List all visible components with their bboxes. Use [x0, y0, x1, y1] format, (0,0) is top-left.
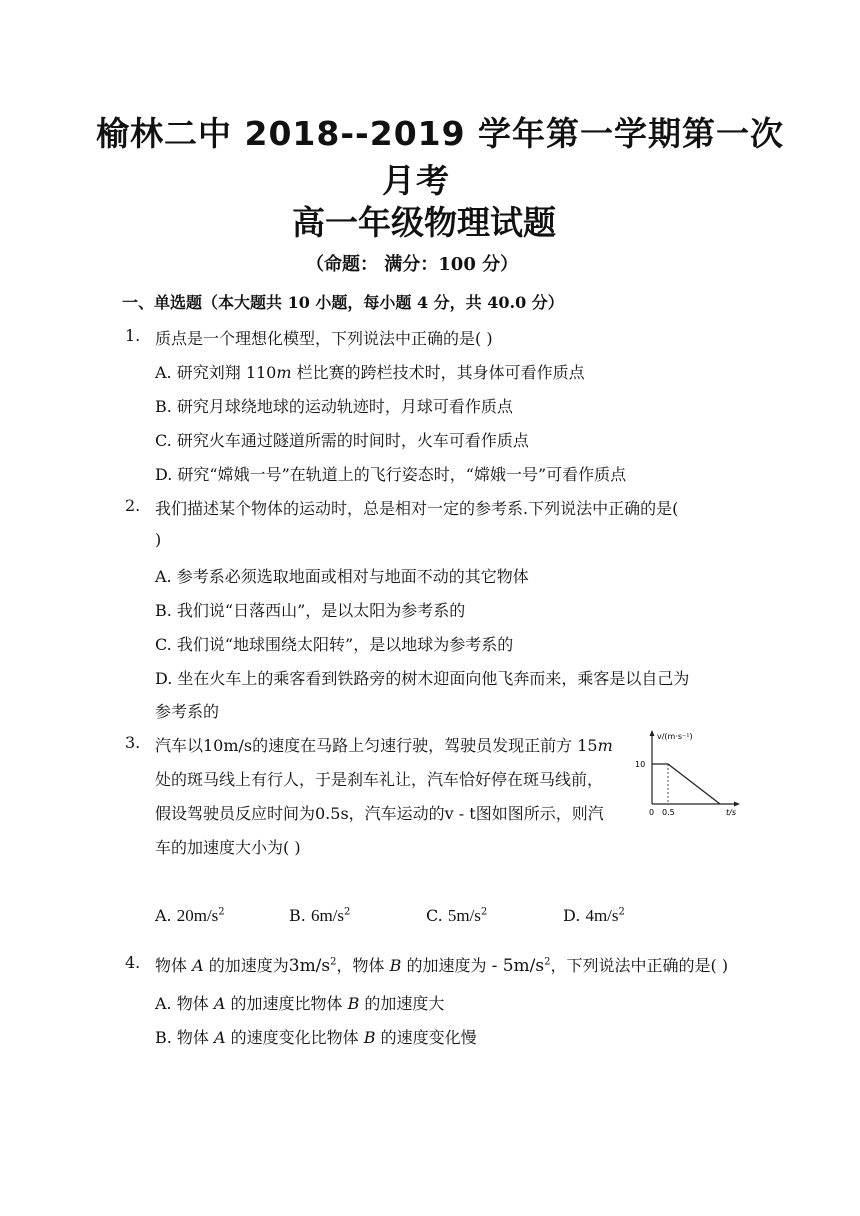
option-a: A. 物体 A 的加速度比物体 B 的加速度大	[155, 994, 445, 1013]
option-c: C. 我们说“地球围绕太阳转”，是以地球为参考系的	[155, 635, 514, 654]
y-tick-label: 10	[635, 760, 646, 769]
option-d: D. $4m/s^2$	[563, 906, 625, 925]
option-b: B. $6m/s^2$	[289, 906, 351, 925]
vt-graph	[632, 726, 742, 818]
question-stem-cont: 假设驾驶员反应时间为0.5s，汽车运动的v - t图如图所示，则汽	[155, 804, 604, 823]
question-stem: 汽车以10m/s的速度在马路上匀速行驶，驾驶员发现正前方 15m	[155, 736, 613, 755]
question-number: 2.	[125, 496, 141, 515]
question-stem-cont: 处的斑马线上有行人，于是刹车礼让，汽车恰好停在斑马线前，	[155, 770, 604, 789]
option-d: D. 研究“嫦娥一号”在轨道上的飞行姿态时，“嫦娥一号”可看作质点	[155, 465, 627, 484]
option-d: D. 坐在火车上的乘客看到铁路旁的树木迎面向他飞奔而来，乘客是以自己为	[155, 669, 690, 688]
question-stem: 质点是一个理想化模型，下列说法中正确的是( )	[155, 329, 493, 348]
question-stem: 物体 A 的加速度为$3m/s^2$，物体 B 的加速度为 - $5m/s^2$，下列说法中正确的是( )	[155, 956, 729, 976]
y-axis-label: v/(m·s⁻¹)	[657, 732, 693, 741]
page-title-line2: 月考	[382, 161, 450, 200]
section-heading: 一、单选题（本大题共 10 小题，每小题 4 分，共 40.0 分）	[122, 293, 564, 312]
question-number: 3.	[125, 733, 141, 752]
x-origin-label: 0	[649, 808, 655, 817]
x-tick-label: 0.5	[662, 808, 675, 817]
option-a: A. 参考系必须选取地面或相对与地面不动的其它物体	[155, 567, 529, 586]
page-subtitle: 高一年级物理试题	[292, 203, 556, 242]
velocity-line	[652, 764, 720, 804]
exam-info: （命题： 满分：100 分）	[306, 254, 519, 275]
option-b: B. 物体 A 的速度变化比物体 B 的速度变化慢	[155, 1028, 477, 1047]
y-axis-arrow	[650, 730, 655, 736]
x-axis-arrow	[734, 802, 740, 807]
x-axis-label: t/s	[726, 808, 736, 817]
option-b: B. 我们说“日落西山”，是以太阳为参考系的	[155, 601, 466, 620]
option-a: A. 研究刘翔 110m 栏比赛的跨栏技术时，其身体可看作质点	[155, 363, 585, 382]
page-title-line1: 榆林二中 2018--2019 学年第一学期第一次	[96, 114, 785, 153]
option-d-cont: 参考系的	[155, 702, 220, 721]
option-c: C. 研究火车通过隧道所需的时间时，火车可看作质点	[155, 431, 529, 450]
question-stem: 我们描述某个物体的运动时，总是相对一定的参考系.下列说法中正确的是(	[155, 499, 679, 518]
option-a: A. $20m/s^2$	[155, 906, 225, 925]
question-stem-cont: 车的加速度大小为( )	[155, 838, 301, 857]
option-b: B. 研究月球绕地球的运动轨迹时，月球可看作质点	[155, 397, 513, 416]
question-number: 4.	[125, 953, 141, 972]
option-c: C. $5m/s^2$	[426, 906, 488, 925]
question-number: 1.	[125, 326, 141, 345]
question-stem-cont: )	[155, 530, 162, 549]
